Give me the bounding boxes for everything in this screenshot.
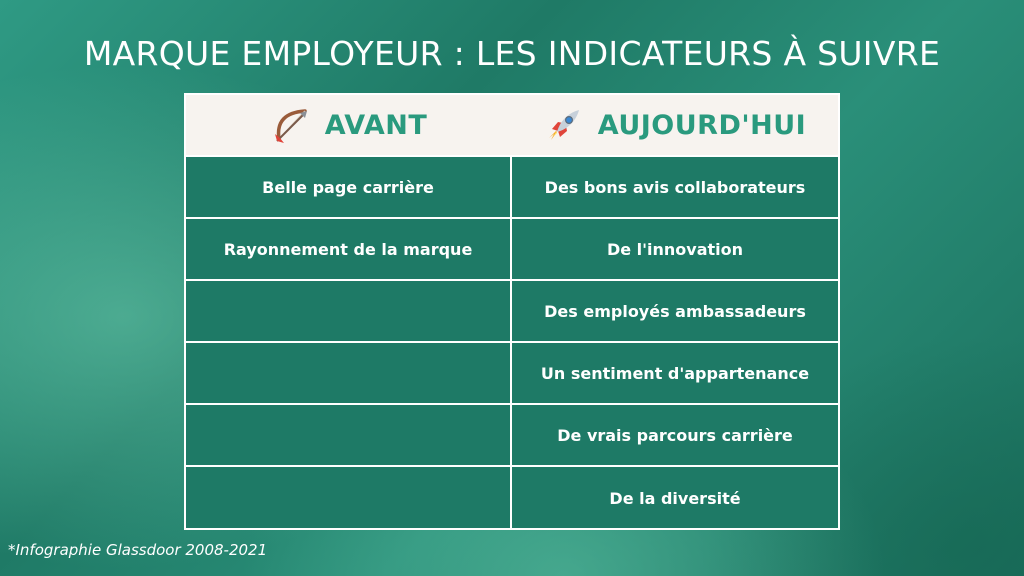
cell-before bbox=[186, 405, 512, 465]
cell-now: Des bons avis collaborateurs bbox=[544, 177, 806, 197]
table-row bbox=[186, 281, 838, 343]
cell-before bbox=[186, 343, 512, 403]
cell-now: De la diversité bbox=[609, 489, 741, 508]
header-before-label: AVANT bbox=[324, 109, 428, 141]
cell-before: Belle page carrière bbox=[186, 157, 512, 217]
table-row bbox=[186, 343, 838, 405]
table-row bbox=[186, 219, 838, 281]
comparison-table bbox=[184, 93, 840, 530]
source-footnote: *Infographie Glassdoor 2008-2021 bbox=[8, 541, 268, 559]
header-now bbox=[512, 95, 838, 155]
cell-now: Des employés ambassadeurs bbox=[544, 301, 806, 321]
table-header bbox=[186, 95, 838, 157]
cell-now: De vrais parcours carrière bbox=[557, 425, 793, 445]
cell-before bbox=[186, 281, 512, 341]
header-now-label: AUJOURD'HUI bbox=[597, 109, 807, 141]
bow-and-arrow-icon bbox=[271, 105, 311, 145]
cell-now: De l'innovation bbox=[606, 239, 744, 259]
rocket-icon bbox=[544, 105, 584, 145]
table-row bbox=[186, 157, 838, 219]
header-before bbox=[186, 95, 512, 155]
cell-now: Un sentiment d'appartenance bbox=[540, 363, 810, 383]
cell-before: Rayonnement de la marque bbox=[186, 219, 512, 279]
cell-before bbox=[186, 467, 512, 530]
table-row bbox=[186, 405, 838, 467]
page-title: MARQUE EMPLOYEUR : LES INDICATEURS À SUIVRE bbox=[83, 34, 941, 73]
table-row bbox=[186, 467, 838, 530]
